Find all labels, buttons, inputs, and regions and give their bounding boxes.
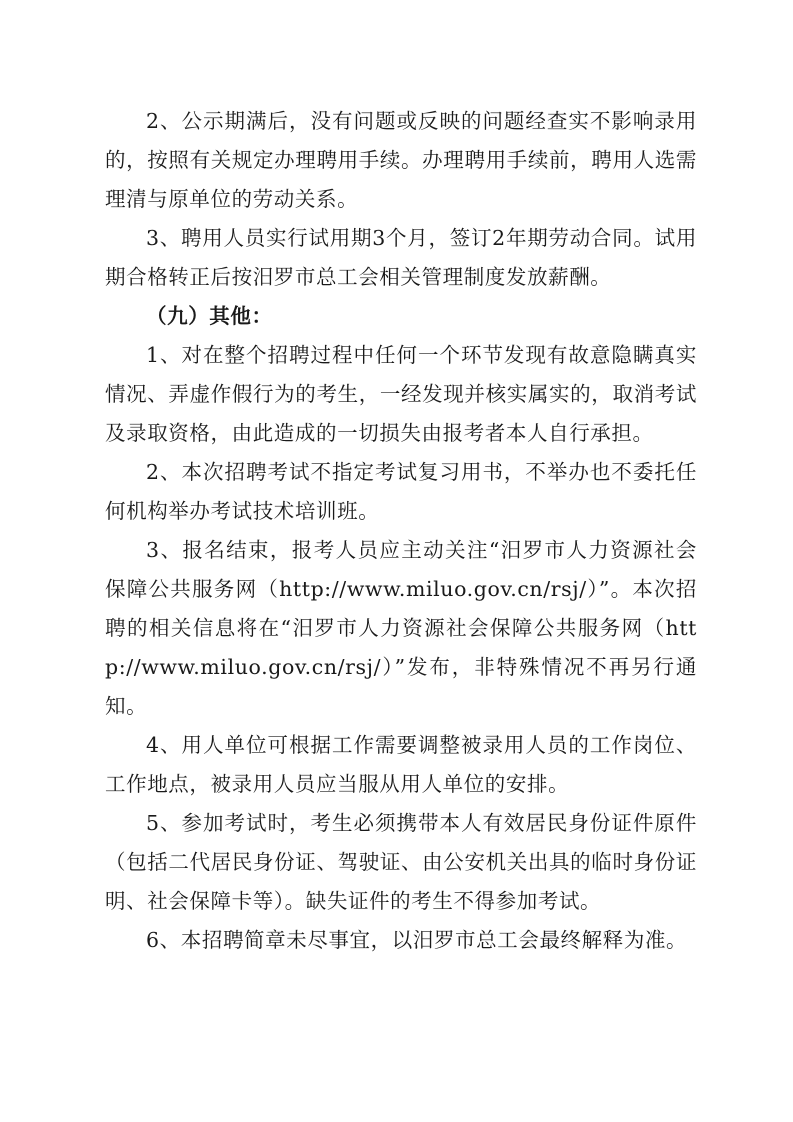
paragraph-probation: 3、聘用人员实行试用期3个月，签订2年期劳动合同。试用期合格转正后按汨罗市总工会相关管理制度发放薪酬。 bbox=[105, 226, 697, 289]
paragraph-id-requirement: 5、参加考试时，考生必须携带本人有效居民身份证件原件（包括二代居民身份证、驾驶证、由公安机关出具的临时身份证明、社会保障卡等）。缺失证件的考生不得参加考试。 bbox=[105, 811, 697, 913]
paragraph-final-interpretation: 6、本招聘简章未尽事宜，以汨罗市总工会最终解释为准。 bbox=[146, 928, 688, 952]
paragraph-announcement-period: 2、公示期满后，没有问题或反映的问题经查实不影响录用的，按照有关规定办理聘用手续。办理聘用手续前，聘用人选需理清与原单位的劳动关系。 bbox=[105, 109, 697, 211]
paragraph-job-assignment: 4、用人单位可根据工作需要调整被录用人员的工作岗位、工作地点，被录用人员应当服从用人单位的安排。 bbox=[105, 733, 697, 796]
paragraph-information-notice: 3、报名结束，报考人员应主动关注“汨罗市人力资源社会保障公共服务网（http://www.miluo.gov.cn/rsj/）”。本次招聘的相关信息将在“汨罗市人力资源社会保障公共服务网（http://www.miluo.gov.cn/rsj/）”发布，非特殊情况不再另行通知。 bbox=[105, 538, 697, 718]
paragraph-fraud-policy: 1、对在整个招聘过程中任何一个环节发现有故意隐瞒真实情况、弄虚作假行为的考生，一经发现并核实属实的，取消考试及录取资格，由此造成的一切损失由报考者本人自行承担。 bbox=[105, 343, 697, 445]
section-heading-other: （九）其他： bbox=[146, 304, 273, 328]
paragraph-study-materials: 2、本次招聘考试不指定考试复习用书，不举办也不委托任何机构举办考试技术培训班。 bbox=[105, 460, 697, 523]
document-page bbox=[105, 102, 697, 960]
